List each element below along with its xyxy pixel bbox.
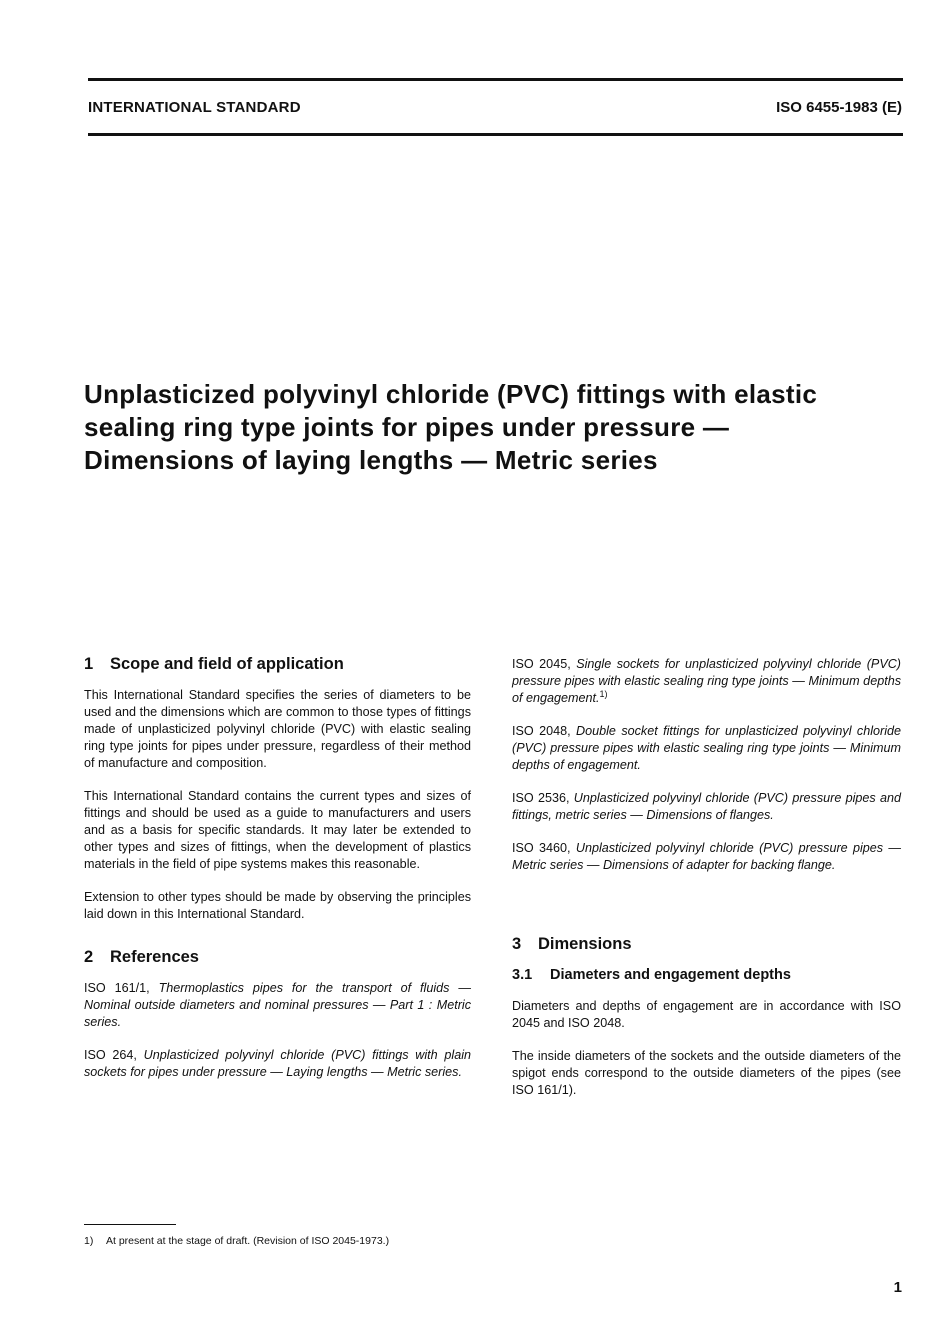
- section-3-number: 3: [512, 935, 522, 953]
- title-line-2: sealing ring type joints for pipes under pressure —: [84, 412, 730, 442]
- footnote: [84, 1235, 389, 1247]
- reference-title: Double socket fittings for unplasticized polyvinyl chloride (PVC) pressure pipes with elastic sealing ring type joints — Minimum depths of engagement.: [512, 724, 901, 772]
- reference-code: ISO 161/1,: [84, 981, 150, 995]
- reference-code: ISO 3460,: [512, 841, 571, 855]
- reference-iso-161: [84, 980, 471, 1031]
- reference-iso-264: [84, 1047, 471, 1081]
- section-1-number: 1: [84, 655, 94, 673]
- reference-title: Unplasticized polyvinyl chloride (PVC) pressure pipes and fittings, metric series — Dimensions of flanges.: [512, 791, 901, 822]
- reference-code: ISO 264,: [84, 1048, 137, 1062]
- reference-iso-2048: [512, 723, 901, 774]
- reference-iso-3460: [512, 840, 901, 874]
- reference-iso-2045: [512, 656, 901, 707]
- section-3-title: Dimensions: [538, 935, 632, 953]
- section-2-heading: [84, 949, 471, 966]
- subsection-3-1-number: 3.1: [512, 967, 533, 983]
- subsection-3-1-title: Diameters and engagement depths: [550, 967, 791, 983]
- footnote-text: At present at the stage of draft. (Revision of ISO 2045-1973.): [106, 1235, 390, 1247]
- reference-title: Unplasticized polyvinyl chloride (PVC) pressure pipes — Metric series — Dimensions of adapter for backing flange.: [512, 841, 901, 872]
- reference-code: ISO 2536,: [512, 791, 570, 805]
- scope-paragraph-3: Extension to other types should be made by observing the principles laid down in this International Standard.: [84, 890, 471, 921]
- reference-title: Single sockets for unplasticized polyvinyl chloride (PVC) pressure pipes with elastic sealing ring type joints — Minimum depths of engagement.: [512, 657, 902, 705]
- reference-title: Thermoplastics pipes for the transport of fluids — Nominal outside diameters and nominal pressures — Part 1 : Metric series.: [84, 981, 471, 1029]
- title-line-3: Dimensions of laying lengths — Metric series: [84, 445, 658, 475]
- section-1-heading: [84, 656, 471, 673]
- page-number: 1: [893, 1279, 902, 1296]
- header-rule: [88, 133, 903, 136]
- dimensions-paragraph-2: The inside diameters of the sockets and the outside diameters of the spigot ends correspond to the outside diameters of the pipes (see ISO 161/1).: [512, 1049, 901, 1097]
- scope-paragraph-1: This International Standard specifies the series of diameters to be used and the dimensions which are common to those types of fittings made of unplasticized polyvinyl chloride (PVC) with elastic sealing ring type joints for pipes under pressure, regardless of their method of manufacture and composition.: [84, 688, 471, 770]
- reference-code: ISO 2045,: [512, 657, 571, 671]
- section-2-number: 2: [84, 948, 94, 966]
- footnote-rule: [84, 1224, 176, 1225]
- right-column: [512, 656, 901, 1099]
- document-title: [84, 378, 914, 477]
- section-2-title: References: [110, 948, 199, 966]
- standard-number: ISO 6455-1983 (E): [776, 99, 902, 116]
- dimensions-paragraph-1: Diameters and depths of engagement are in accordance with ISO 2045 and ISO 2048.: [512, 999, 901, 1030]
- subsection-3-1-heading: [512, 967, 901, 984]
- footnote-mark: 1): [84, 1235, 94, 1247]
- section-3-heading: [512, 936, 901, 953]
- left-column: [84, 656, 471, 1081]
- reference-code: ISO 2048,: [512, 724, 571, 738]
- reference-title: Unplasticized polyvinyl chloride (PVC) fittings with plain sockets for pipes under pressure — Laying lengths — Metric series.: [84, 1048, 471, 1079]
- section-1-title: Scope and field of application: [110, 655, 344, 673]
- title-line-1: Unplasticized polyvinyl chloride (PVC) fittings with elastic: [84, 379, 818, 409]
- top-rule: [88, 78, 903, 81]
- footnote-reference: 1): [599, 689, 608, 699]
- document-type-label: INTERNATIONAL STANDARD: [88, 99, 301, 116]
- scope-paragraph-2: This International Standard contains the current types and sizes of fittings and should be used as a guide to manufacturers and users and as a basis for specific standards. It may later be extended to other types and sizes of fittings, when the development of plastics materials in the field of pipe systems makes this reasonable.: [84, 789, 471, 871]
- reference-iso-2536: [512, 790, 901, 824]
